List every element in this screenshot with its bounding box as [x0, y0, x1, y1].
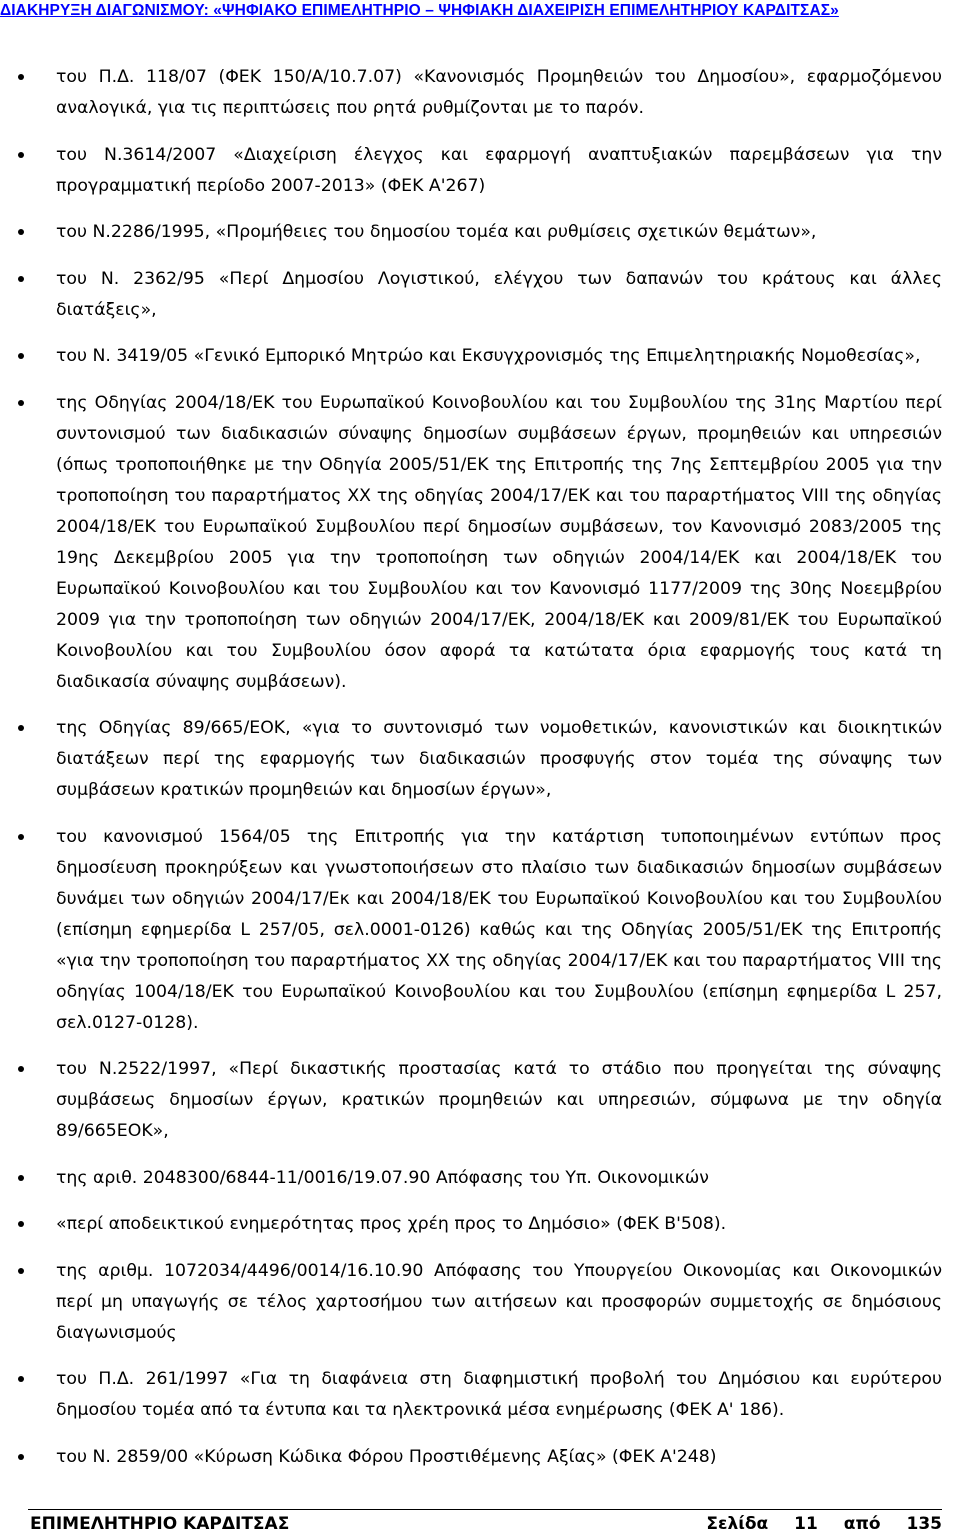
- bullet-icon: [18, 353, 24, 359]
- page-number: 11: [794, 1514, 818, 1534]
- document-header: [0, 0, 960, 18]
- list-item: [56, 1364, 942, 1426]
- list-item: [56, 388, 942, 698]
- list-item: [56, 1054, 942, 1147]
- list-item-text: της αριθ. 2048300/6844-11/0016/19.07.90 Απόφασης του Υπ. Οικονομικών: [56, 1167, 709, 1188]
- footer-page-info: [706, 1514, 942, 1534]
- legislation-list: [0, 62, 960, 1488]
- bullet-icon: [18, 1175, 24, 1181]
- bullet-icon: [18, 1268, 24, 1274]
- bullet-icon: [18, 725, 24, 731]
- bullet-icon: [18, 1221, 24, 1227]
- of-label: από: [843, 1514, 881, 1534]
- list-item: [56, 1209, 942, 1240]
- header-title: ΔΙΑΚΗΡΥΞΗ ΔΙΑΓΩΝΙΣΜΟΥ: «ΨΗΦΙΑΚΟ ΕΠΙΜΕΛΗΤΗΡΙΟ – ΨΗΦΙΑΚΗ ΔΙΑΧΕΙΡΙΣΗ ΕΠΙΜΕΛΗΤΗΡΙΟΥ ΚΑΡΔΙΤΣΑΣ»: [0, 2, 839, 18]
- list-item: [56, 1442, 942, 1473]
- list-item-text: του Π.Δ. 261/1997 «Για τη διαφάνεια στη διαφημιστική προβολή του Δημόσιου και ευρύτερου δημοσίου τομέα από τα έντυπα και τα ηλεκτρονικά μέσα ενημέρωσης (ΦΕΚ Α' 186).: [56, 1369, 942, 1420]
- list-item-text: της αριθμ. 1072034/4496/0014/16.10.90 Απόφασης του Υπουργείου Οικονομίας και Οικονομικών περί μη υπαγωγής σε τέλος χαρτοσήμου των αιτήσεων και προσφορών συμμετοχής σε δημόσιους διαγωνισμούς: [56, 1260, 942, 1343]
- page-label: Σελίδα: [706, 1514, 769, 1534]
- list-item-text: του Ν. 3419/05 «Γενικό Εμπορικό Μητρώο και Εκσυγχρονισμός της Επιμελητηριακής Νομοθεσίας»,: [56, 346, 921, 366]
- list-item-text: του Ν. 2362/95 «Περί Δημοσίου Λογιστικού, ελέγχου των δαπανών του κράτους και άλλες διατάξεις»,: [56, 268, 942, 320]
- list-item: [56, 264, 942, 326]
- bullet-icon: [18, 276, 24, 282]
- bullet-icon: [18, 400, 24, 406]
- list-item: [56, 140, 942, 202]
- bullet-icon: [18, 834, 24, 840]
- list-item-text: «περί αποδεικτικού ενημερότητας προς χρέη προς το Δημόσιο» (ΦΕΚ Β'508).: [56, 1214, 727, 1234]
- total-pages: 135: [906, 1514, 942, 1534]
- list-item: [56, 1163, 942, 1194]
- list-item-text: της Οδηγίας 89/665/ΕΟΚ, «για το συντονισμό των νομοθετικών, κανονιστικών και διοικητικών διατάξεων περί της εφαρμογής των διαδικασιών προσφυγής στον τομέα της σύναψης των συμβάσεων κρατικών προμηθειών και δημοσίων έργων»,: [56, 718, 942, 800]
- list-item: [56, 713, 942, 806]
- list-item-text: της Οδηγίας 2004/18/ΕΚ του Ευρωπαϊκού Κοινοβουλίου και του Συμβουλίου της 31ης Μαρτίου περί συντονισμού των διαδικασιών σύναψης δημοσίων συμβάσεων έργων, προμηθειών και υπηρεσιών (όπως τροποποιήθηκε με την Οδηγία 2005/51/ΕΚ της Επιτροπής της 7ης Σεπτεμβρίου 2005 για την τροποποίηση του παραρτήματος ΧΧ της οδηγίας 2004/17/ΕΚ και του παραρτήματος VIII της οδηγίας 2004/18/ΕΚ του Ευρωπαϊκού Συμβουλίου περί δημοσίων συμβάσεων, τον Κανονισμό 2083/2005 της 19ης Δεκεμβρίου 2005 για την τροποποίηση των οδηγιών 2004/14/ΕΚ και 2004/18/ΕΚ του Ευρωπαϊκού Κοινοβουλίου και του Συμβουλίου και τον Κανονισμό 1177/2009 της 30ης Νοεεμβρίου 2009 για την τροποποίηση των οδηγιών 2004/17/ΕΚ, 2004/18/ΕΚ και 2009/81/ΕΚ του Ευρωπαϊκού Κοινοβουλίου και του Συμβουλίου όσον αφορά τα κατώτατα όρια εφαρμογής τους κατά τη διαδικασία σύναψης συμβάσεων).: [56, 392, 942, 692]
- footer-divider: [28, 1509, 942, 1510]
- bullet-icon: [18, 1066, 24, 1072]
- list-item-text: του Ν.2286/1995, «Προμήθειες του δημοσίου τομέα και ρυθμίσεις σχετικών θεμάτων»,: [56, 222, 817, 242]
- footer-organization: ΕΠΙΜΕΛΗΤΗΡΙΟ ΚΑΡΔΙΤΣΑΣ: [30, 1514, 290, 1534]
- list-item-text: του Ν. 2859/00 «Κύρωση Κώδικα Φόρου Προστιθέμενης Αξίας» (ΦΕΚ Α'248): [56, 1446, 717, 1467]
- bullet-icon: [18, 74, 24, 80]
- bullet-icon: [18, 229, 24, 235]
- list-item-text: του Ν.2522/1997, «Περί δικαστικής προστασίας κατά το στάδιο που προηγείται της σύναψης συμβάσεως δημοσίων έργων, κρατικών προμηθειών και υπηρεσιών, σύμφωνα με την οδηγία 89/665ΕΟΚ»,: [56, 1059, 942, 1141]
- list-item-text: του Ν.3614/2007 «Διαχείριση έλεγχος και εφαρμογή αναπτυξιακών παρεμβάσεων για την προγραμματική περίοδο 2007-2013» (ΦΕΚ Α'267): [56, 144, 942, 196]
- list-item: [56, 341, 942, 372]
- list-item-text: του Π.Δ. 118/07 (ΦΕΚ 150/Α/10.7.07) «Κανονισμός Προμηθειών του Δημοσίου», εφαρμοζόμενου αναλογικά, για τις περιπτώσεις που ρητά ρυθμίζονται με το παρόν.: [56, 67, 942, 118]
- list-item-text: του κανονισμού 1564/05 της Επιτροπής για την κατάρτιση τυποποιημένων εντύπων προς δημοσίευση προκηρύξεων και γνωστοποιήσεων στο πλαίσιο των διαδικασιών δημοσίων συμβάσεων δυνάμει των οδηγιών 2004/17/Εκ και 2004/18/ΕΚ του Ευρωπαϊκού Κοινοβουλίου και του Συμβουλίου (επίσημη εφημερίδα L 257/05, σελ.0001-0126) καθώς και της Οδηγίας 2005/51/ΕΚ της Επιτροπής «για την τροποποίηση του παραρτήματος ΧΧ της οδηγίας 2004/17/ΕΚ και του παραρτήματος VIII της οδηγίας 1004/18/ΕΚ του Ευρωπαϊκού Κοινοβουλίου και του Συμβουλίου (επίσημη εφημερίδα L 257, σελ.0127-0128).: [56, 826, 942, 1033]
- bullet-icon: [18, 1454, 24, 1460]
- bullet-icon: [18, 152, 24, 158]
- list-item: [56, 822, 942, 1039]
- list-item: [56, 1256, 942, 1349]
- bullet-icon: [18, 1376, 24, 1382]
- list-item: [56, 217, 942, 248]
- list-item: [56, 62, 942, 124]
